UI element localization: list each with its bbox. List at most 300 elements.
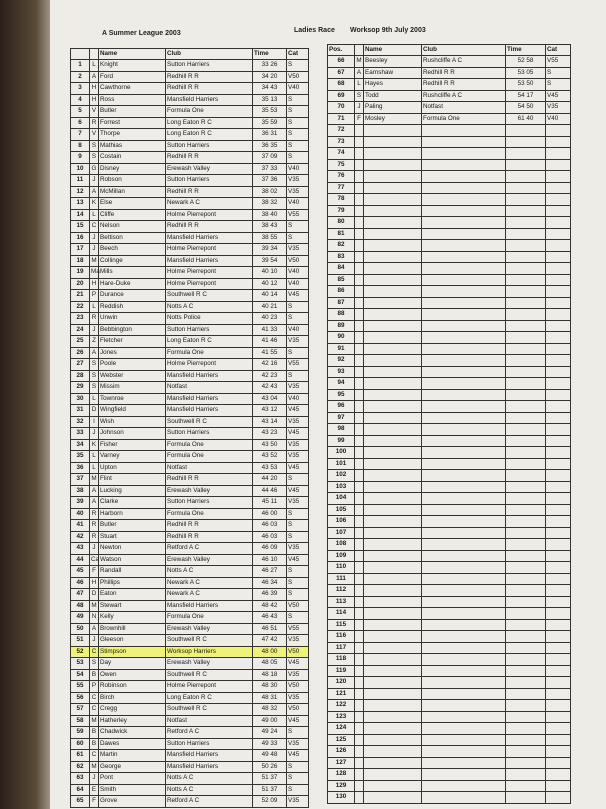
race-title: Ladies Race	[294, 27, 335, 34]
initial-cell	[355, 412, 364, 424]
cat-cell: V35	[287, 382, 309, 394]
initial-cell: C	[90, 646, 99, 658]
cat-cell	[546, 723, 571, 735]
initial-cell	[355, 792, 364, 804]
initial-cell: R	[90, 531, 99, 543]
cat-cell: V55	[546, 56, 571, 68]
club-cell: Redhill R R	[166, 221, 253, 233]
cat-cell: V40	[287, 393, 309, 405]
pos-cell: 88	[328, 309, 355, 321]
pos-cell: 71	[328, 113, 355, 125]
name-cell	[364, 665, 422, 677]
initial-cell: R	[90, 508, 99, 520]
table-row	[328, 297, 571, 309]
cat-cell: V40	[287, 198, 309, 210]
initial-cell	[355, 251, 364, 263]
table-row	[71, 497, 309, 509]
initial-cell	[355, 320, 364, 332]
pos-cell: 98	[328, 424, 355, 436]
table-row	[71, 370, 309, 382]
cat-cell	[546, 148, 571, 160]
pos-cell: 5	[71, 106, 90, 118]
table-row	[71, 692, 309, 704]
pos-cell: 120	[328, 677, 355, 689]
initial-cell: L	[90, 301, 99, 313]
cat-cell: S	[287, 117, 309, 129]
time-cell	[506, 780, 546, 792]
time-cell: 53 05	[506, 67, 546, 79]
initial-cell: S	[90, 382, 99, 394]
club-cell: Sutton Harriers	[166, 60, 253, 72]
cat-cell	[546, 746, 571, 758]
club-cell: Southwell R C	[166, 635, 253, 647]
name-cell: Fletcher	[99, 336, 166, 348]
initial-cell	[355, 343, 364, 355]
club-cell	[422, 435, 506, 447]
pos-cell: 91	[328, 343, 355, 355]
initial-cell: C	[90, 750, 99, 762]
initial-cell: S	[90, 140, 99, 152]
time-cell: 38 40	[253, 209, 287, 221]
name-cell	[364, 309, 422, 321]
cat-cell	[546, 539, 571, 551]
cat-cell: V35	[287, 244, 309, 256]
pos-cell: 44	[71, 554, 90, 566]
pos-cell: 25	[71, 336, 90, 348]
table-row	[71, 681, 309, 693]
club-cell: Long Eaton R C	[166, 117, 253, 129]
pos-cell: 109	[328, 550, 355, 562]
initial-cell	[355, 711, 364, 723]
club-cell: Retford A C	[166, 796, 253, 808]
table-row	[71, 451, 309, 463]
pos-cell: 130	[328, 792, 355, 804]
table-row	[328, 309, 571, 321]
initial-cell: K	[90, 439, 99, 451]
pos-cell: 9	[71, 152, 90, 164]
club-cell: Redhill R R	[166, 520, 253, 532]
time-cell: 46 09	[253, 543, 287, 555]
cat-cell	[546, 159, 571, 171]
cat-cell	[546, 309, 571, 321]
cat-cell: V35	[287, 439, 309, 451]
cat-cell	[546, 792, 571, 804]
initial-cell: M	[90, 474, 99, 486]
pos-cell: 1	[71, 60, 90, 72]
pos-cell: 32	[71, 416, 90, 428]
pos-cell: 83	[328, 251, 355, 263]
table-row	[328, 504, 571, 516]
name-cell: Ross	[99, 94, 166, 106]
club-cell: Mansfield Harriers	[166, 750, 253, 762]
initial-cell: I	[90, 416, 99, 428]
time-cell	[506, 631, 546, 643]
initial-cell: J	[90, 773, 99, 785]
time-cell: 46 03	[253, 520, 287, 532]
initial-cell	[355, 746, 364, 758]
name-cell: Nelson	[99, 221, 166, 233]
table-header	[328, 45, 571, 56]
pos-cell: 58	[71, 715, 90, 727]
table-row	[71, 117, 309, 129]
cat-cell	[546, 504, 571, 516]
initial-cell	[355, 642, 364, 654]
time-cell: 48 18	[253, 669, 287, 681]
club-cell: Redhill R R	[166, 83, 253, 95]
name-cell: George	[99, 761, 166, 773]
table-row	[71, 738, 309, 750]
table-row	[71, 773, 309, 785]
time-cell: 43 52	[253, 451, 287, 463]
name-cell: Stimpson	[99, 646, 166, 658]
table-row	[328, 516, 571, 528]
name-cell: Thorpe	[99, 129, 166, 141]
table-row	[71, 612, 309, 624]
pos-cell: 85	[328, 274, 355, 286]
initial-cell: L	[90, 462, 99, 474]
club-cell: Mansfield Harriers	[166, 255, 253, 267]
cat-cell: S	[287, 773, 309, 785]
cat-cell	[546, 194, 571, 206]
club-cell	[422, 527, 506, 539]
time-cell: 43 12	[253, 405, 287, 417]
time-cell	[506, 539, 546, 551]
name-cell: Cregg	[99, 704, 166, 716]
pos-cell: 42	[71, 531, 90, 543]
cat-cell: V55	[287, 209, 309, 221]
club-cell	[422, 136, 506, 148]
table-row	[328, 596, 571, 608]
time-cell: 37 33	[253, 163, 287, 175]
cat-cell: S	[287, 566, 309, 578]
cat-cell: S	[287, 106, 309, 118]
name-cell	[364, 148, 422, 160]
initial-cell: J	[90, 244, 99, 256]
time-cell: 48 05	[253, 658, 287, 670]
pos-cell: 92	[328, 355, 355, 367]
name-cell: Butler	[99, 520, 166, 532]
name-cell	[364, 194, 422, 206]
time-cell: 48 31	[253, 692, 287, 704]
table-row	[71, 566, 309, 578]
table-row	[328, 401, 571, 413]
club-cell: Redhill R R	[166, 474, 253, 486]
pos-cell: 27	[71, 359, 90, 371]
club-cell	[422, 125, 506, 137]
pos-cell: 52	[71, 646, 90, 658]
initial-cell	[355, 286, 364, 298]
table-row	[328, 343, 571, 355]
club-cell	[422, 309, 506, 321]
initial-cell: R	[90, 520, 99, 532]
pos-cell: 34	[71, 439, 90, 451]
table-row	[71, 635, 309, 647]
name-cell: Townroe	[99, 393, 166, 405]
name-cell	[364, 700, 422, 712]
table-row	[71, 382, 309, 394]
pos-cell: 68	[328, 79, 355, 91]
pos-cell: 35	[71, 451, 90, 463]
initial-cell: V	[90, 106, 99, 118]
time-cell	[506, 378, 546, 390]
club-cell	[422, 516, 506, 528]
club-cell: Formula One	[422, 113, 506, 125]
initial-cell	[355, 481, 364, 493]
time-cell	[506, 493, 546, 505]
club-cell: Erewash Valley	[166, 163, 253, 175]
cat-cell	[546, 366, 571, 378]
club-cell: Erewash Valley	[166, 623, 253, 635]
initial-cell	[355, 573, 364, 585]
table-row	[328, 320, 571, 332]
col-cat: Cat	[287, 49, 309, 60]
pos-cell: 8	[71, 140, 90, 152]
initial-cell	[355, 366, 364, 378]
cat-cell	[546, 596, 571, 608]
pos-cell: 114	[328, 608, 355, 620]
table-row	[328, 332, 571, 344]
time-cell: 38 02	[253, 186, 287, 198]
name-cell	[364, 240, 422, 252]
initial-cell: N	[90, 612, 99, 624]
time-cell: 48 32	[253, 704, 287, 716]
table-row	[328, 79, 571, 91]
cat-cell	[546, 631, 571, 643]
cat-cell	[546, 182, 571, 194]
table-row	[328, 56, 571, 68]
initial-cell	[355, 182, 364, 194]
cat-cell	[546, 136, 571, 148]
initial-cell	[355, 447, 364, 459]
time-cell	[506, 401, 546, 413]
table-row	[328, 435, 571, 447]
pos-cell: 47	[71, 589, 90, 601]
initial-cell: J	[90, 543, 99, 555]
initial-cell: A	[90, 485, 99, 497]
initial-cell: A	[90, 623, 99, 635]
table-row	[71, 336, 309, 348]
initial-cell	[355, 654, 364, 666]
table-row	[71, 71, 309, 83]
pos-cell: 49	[71, 612, 90, 624]
initial-cell	[355, 355, 364, 367]
club-cell	[422, 711, 506, 723]
table-row	[328, 734, 571, 746]
table-row	[328, 677, 571, 689]
pos-cell: 2	[71, 71, 90, 83]
name-cell	[364, 217, 422, 229]
time-cell: 51 37	[253, 773, 287, 785]
pos-cell: 38	[71, 485, 90, 497]
initial-cell: H	[90, 577, 99, 589]
cat-cell	[546, 711, 571, 723]
pos-cell: 64	[71, 784, 90, 796]
time-cell	[506, 527, 546, 539]
cat-cell	[546, 332, 571, 344]
initial-cell	[355, 619, 364, 631]
pos-cell: 105	[328, 504, 355, 516]
pos-cell: 81	[328, 228, 355, 240]
name-cell	[364, 619, 422, 631]
name-cell: Hatherley	[99, 715, 166, 727]
pos-cell: 13	[71, 198, 90, 210]
name-cell	[364, 125, 422, 137]
name-cell: Missim	[99, 382, 166, 394]
cat-cell: V55	[287, 359, 309, 371]
cat-cell: V40	[287, 278, 309, 290]
time-cell	[506, 447, 546, 459]
pos-cell: 111	[328, 573, 355, 585]
table-row	[71, 543, 309, 555]
cat-cell: V35	[287, 175, 309, 187]
pos-cell: 24	[71, 324, 90, 336]
club-cell: Formula One	[166, 347, 253, 359]
cat-cell: V35	[287, 669, 309, 681]
cat-cell: S	[287, 589, 309, 601]
name-cell: Else	[99, 198, 166, 210]
time-cell: 38 43	[253, 221, 287, 233]
table-row	[71, 554, 309, 566]
name-cell: Lucking	[99, 485, 166, 497]
cat-cell: S	[287, 508, 309, 520]
initial-cell: F	[90, 566, 99, 578]
cat-cell: V35	[287, 451, 309, 463]
time-cell: 44 46	[253, 485, 287, 497]
time-cell	[506, 286, 546, 298]
pos-cell: 123	[328, 711, 355, 723]
club-cell	[422, 642, 506, 654]
name-cell: Gleeson	[99, 635, 166, 647]
initial-cell	[355, 688, 364, 700]
club-cell	[422, 700, 506, 712]
table-row	[328, 723, 571, 735]
name-cell	[364, 366, 422, 378]
cat-cell: V40	[287, 83, 309, 95]
initial-cell: F	[90, 796, 99, 808]
cat-cell	[546, 470, 571, 482]
cat-cell	[546, 688, 571, 700]
time-cell: 38 55	[253, 232, 287, 244]
initial-cell: J	[90, 175, 99, 187]
name-cell: Phillips	[99, 577, 166, 589]
pos-cell: 110	[328, 562, 355, 574]
pos-cell: 107	[328, 527, 355, 539]
initial-cell	[355, 550, 364, 562]
name-cell: Wish	[99, 416, 166, 428]
pos-cell: 45	[71, 566, 90, 578]
cat-cell: V35	[287, 635, 309, 647]
name-cell	[364, 171, 422, 183]
initial-cell: S	[90, 370, 99, 382]
pos-cell: 19	[71, 267, 90, 279]
table-row	[71, 784, 309, 796]
initial-cell: M	[90, 761, 99, 773]
cat-cell	[546, 585, 571, 597]
time-cell	[506, 332, 546, 344]
name-cell	[364, 424, 422, 436]
time-cell	[506, 240, 546, 252]
cat-cell: S	[287, 60, 309, 72]
pos-cell: 65	[71, 796, 90, 808]
table-row	[71, 278, 309, 290]
time-cell	[506, 125, 546, 137]
initial-cell: J	[90, 232, 99, 244]
initial-cell: L	[90, 451, 99, 463]
initial-cell: P	[90, 290, 99, 302]
club-cell: Notfast	[166, 715, 253, 727]
club-cell: Mansfield Harriers	[166, 393, 253, 405]
name-cell	[364, 435, 422, 447]
league-title: A Summer League 2003	[102, 30, 181, 37]
cat-cell	[546, 343, 571, 355]
club-cell: Worksop Harriers	[166, 646, 253, 658]
table-row	[328, 90, 571, 102]
time-cell	[506, 470, 546, 482]
name-cell	[364, 654, 422, 666]
club-cell: Redhill R R	[166, 186, 253, 198]
table-row	[71, 140, 309, 152]
initial-cell	[355, 159, 364, 171]
pos-cell: 89	[328, 320, 355, 332]
club-cell: Sutton Harriers	[166, 324, 253, 336]
cat-cell	[546, 608, 571, 620]
cat-cell	[546, 654, 571, 666]
name-cell: Robson	[99, 175, 166, 187]
time-cell: 48 00	[253, 646, 287, 658]
initial-cell: Ma	[90, 267, 99, 279]
pos-cell: 46	[71, 577, 90, 589]
club-cell	[422, 677, 506, 689]
initial-cell	[355, 562, 364, 574]
name-cell: Mathias	[99, 140, 166, 152]
club-cell: Redhill R R	[422, 67, 506, 79]
results-sheet	[50, 0, 606, 809]
table-row	[328, 240, 571, 252]
table-row	[328, 700, 571, 712]
club-cell: Southwell R C	[166, 290, 253, 302]
name-cell	[364, 470, 422, 482]
name-cell: Webster	[99, 370, 166, 382]
name-cell	[364, 734, 422, 746]
pos-cell: 121	[328, 688, 355, 700]
time-cell	[506, 677, 546, 689]
name-cell: Chadwick	[99, 727, 166, 739]
pos-cell: 101	[328, 458, 355, 470]
cat-cell: V55	[287, 623, 309, 635]
table-row	[328, 458, 571, 470]
name-cell	[364, 780, 422, 792]
initial-cell: Ca	[90, 554, 99, 566]
col-pos: Pos.	[328, 45, 355, 56]
time-cell	[506, 550, 546, 562]
pos-cell: 12	[71, 186, 90, 198]
name-cell	[364, 481, 422, 493]
table-row	[71, 163, 309, 175]
time-cell: 40 10	[253, 267, 287, 279]
initial-cell: H	[90, 94, 99, 106]
club-cell: Southwell R C	[166, 416, 253, 428]
table-row	[328, 642, 571, 654]
cat-cell: V50	[287, 646, 309, 658]
time-cell: 42 43	[253, 382, 287, 394]
initial-cell	[355, 378, 364, 390]
cat-cell: S	[287, 221, 309, 233]
pos-cell: 108	[328, 539, 355, 551]
pos-cell: 10	[71, 163, 90, 175]
cat-cell	[546, 274, 571, 286]
pos-cell: 16	[71, 232, 90, 244]
time-cell: 41 46	[253, 336, 287, 348]
